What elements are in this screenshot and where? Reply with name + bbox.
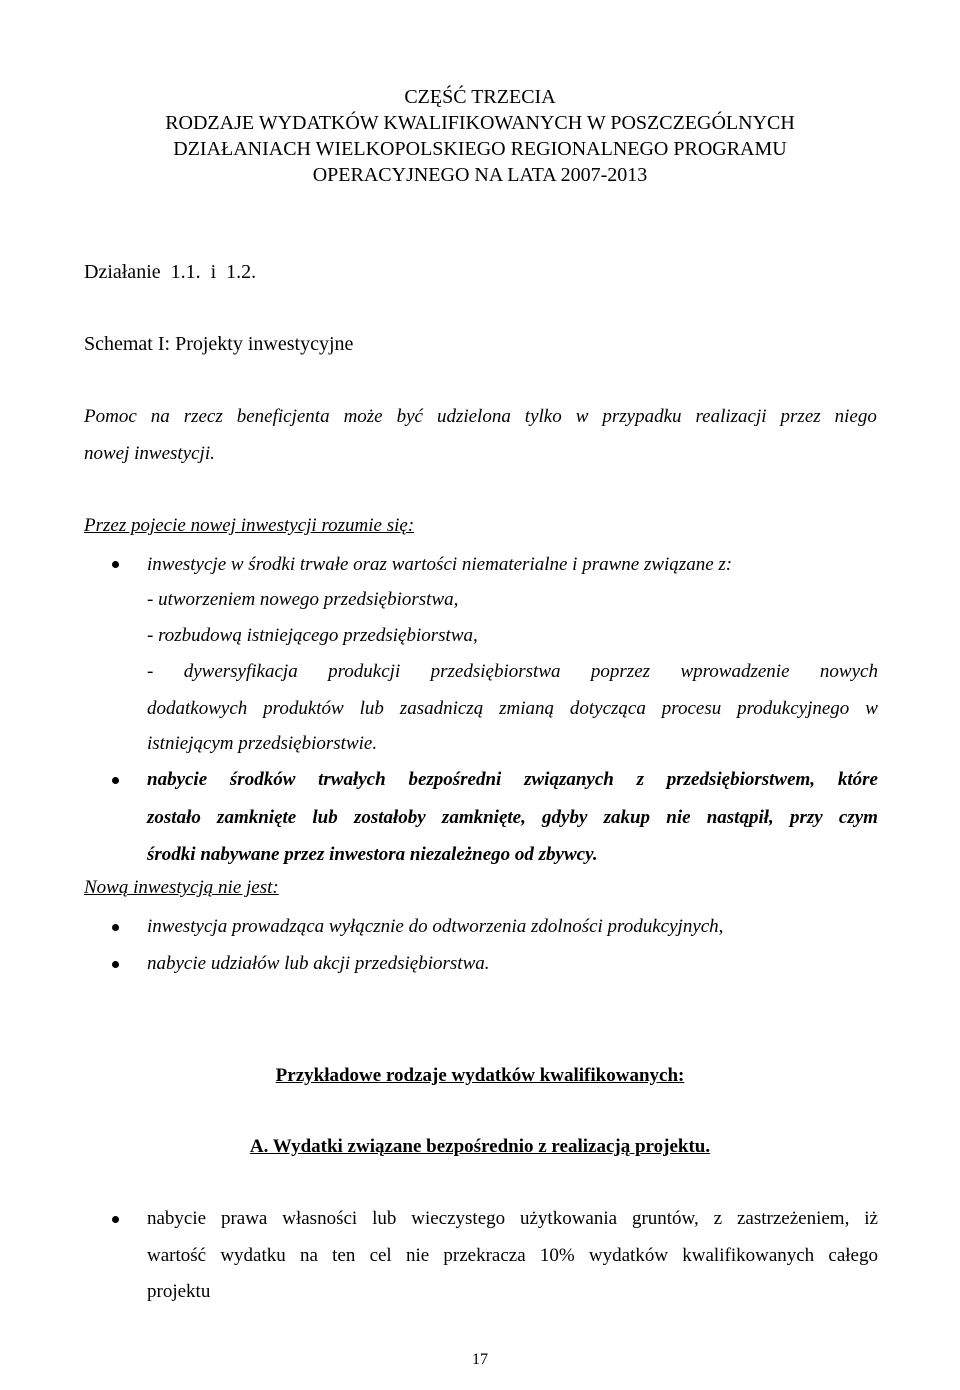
part-heading-line-2: RODZAJE WYDATKÓW KWALIFIKOWANYCH W POSZCZEGÓLNYCH: [165, 112, 795, 134]
word: być: [396, 406, 423, 427]
word: nabycie: [147, 1208, 207, 1229]
scheme-title: Schemat I: Projekty inwestycyjne: [84, 333, 354, 355]
word: beneficjenta: [236, 406, 330, 427]
word: ten: [332, 1245, 356, 1266]
word: dotycząca: [569, 698, 646, 719]
word: dodatkowych: [147, 698, 248, 719]
word: prawa: [220, 1208, 268, 1229]
word: niego: [834, 406, 877, 427]
word: nowych: [819, 661, 878, 682]
part-heading-line-3: DZIAŁANIACH WIELKOPOLSKIEGO REGIONALNEGO PROGRAMU: [173, 138, 787, 160]
bullet-icon: [112, 1216, 119, 1223]
part-heading: [0, 84, 960, 188]
word: Pomoc: [84, 406, 137, 427]
word: wieczystego: [411, 1208, 506, 1229]
word: które: [837, 769, 878, 790]
word: lub: [372, 1208, 397, 1229]
word: zasadniczą: [399, 698, 484, 719]
word: trwałych: [318, 769, 386, 790]
word: rzecz: [183, 406, 223, 427]
intro-line-2: nowej inwestycji.: [84, 443, 215, 464]
word: zostało: [147, 807, 201, 828]
word: zostałoby: [353, 807, 426, 828]
word: lub: [359, 698, 384, 719]
definition-sub-3-line-1: [147, 660, 878, 684]
word: zamknięte: [217, 807, 297, 828]
word: przedsiębiorstwem,: [666, 769, 816, 790]
bullet-icon: [112, 961, 119, 968]
word: przedsiębiorstwa: [430, 661, 561, 682]
word: przypadku: [602, 406, 682, 427]
word: zastrzeżeniem,: [736, 1208, 850, 1229]
word: w: [575, 406, 589, 427]
word: poprzez: [590, 661, 651, 682]
word: użytkowania: [520, 1208, 618, 1229]
part-heading-line-4: OPERACYJNEGO NA LATA 2007-2013: [312, 164, 648, 186]
word: w: [865, 698, 878, 719]
page-number: 17: [472, 1351, 488, 1368]
word: środków: [229, 769, 296, 790]
part-heading-line-1: CZĘŚĆ TRZECIA: [404, 86, 556, 108]
word: tylko: [524, 406, 562, 427]
bullet-icon: [112, 777, 119, 784]
definition-title: Przez pojecie nowej inwestycji rozumie się:: [84, 515, 415, 536]
word: całego: [828, 1245, 878, 1266]
word: lub: [312, 807, 338, 828]
action-label: Działanie 1.1. i 1.2.: [84, 261, 257, 283]
not-new-title: Nową inwestycją nie jest:: [84, 877, 279, 898]
definition-sub-2: - rozbudową istniejącego przedsiębiorstwa,: [147, 625, 478, 646]
word: produkcji: [328, 661, 401, 682]
word: z: [636, 769, 644, 790]
word: nie: [405, 1245, 430, 1266]
definition-item-2-line-1: [147, 768, 878, 792]
word: procesu: [661, 698, 722, 719]
word: wartość: [147, 1245, 207, 1266]
word: cel: [369, 1245, 392, 1266]
word: produkcyjnego: [737, 698, 850, 719]
section-a-title: A. Wydatki związane bezpośrednio z realizacją projektu.: [249, 1136, 711, 1157]
word: 10%: [539, 1245, 575, 1266]
word: przy: [789, 807, 823, 828]
word: dywersyfikacja: [183, 661, 298, 682]
word: nabycie: [147, 769, 208, 790]
definition-sub-3-line-2: [147, 697, 878, 721]
section-a-item-line-1: [147, 1207, 878, 1231]
definition-item-2-line-3: środki nabywane przez inwestora niezależnego od zbywcy.: [147, 844, 598, 865]
definition-item-1: inwestycje w środki trwałe oraz wartości niematerialne i prawne związane z:: [147, 554, 733, 575]
word: kwalifikowanych: [682, 1245, 815, 1266]
word: wprowadzenie: [680, 661, 790, 682]
word: może: [343, 406, 383, 427]
word: produktów: [263, 698, 344, 719]
word: własności: [282, 1208, 358, 1229]
word: przekracza: [443, 1245, 526, 1266]
word: wydatków: [588, 1245, 669, 1266]
word: nastąpił,: [706, 807, 774, 828]
definition-sub-3-line-3: istniejącym przedsiębiorstwie.: [147, 733, 378, 754]
definition-item-2-line-2: [147, 806, 878, 830]
section-a-item-line-3: projektu: [147, 1281, 211, 1302]
word: gruntów,: [631, 1208, 699, 1229]
word: iż: [864, 1208, 878, 1229]
word: na: [299, 1245, 318, 1266]
not-new-item-1: inwestycja prowadząca wyłącznie do odtworzenia zdolności produkcyjnych,: [147, 916, 724, 937]
word: wydatku: [220, 1245, 286, 1266]
word: zakup: [603, 807, 651, 828]
word: przez: [780, 406, 821, 427]
word: -: [147, 661, 154, 682]
word: zmianą: [499, 698, 554, 719]
bullet-icon: [112, 561, 119, 568]
word: nie: [666, 807, 691, 828]
bullet-icon: [112, 924, 119, 931]
word: związanych: [524, 769, 614, 790]
word: realizacji: [695, 406, 767, 427]
word: bezpośredni: [408, 769, 502, 790]
word: zamknięte,: [441, 807, 526, 828]
not-new-item-2: nabycie udziałów lub akcji przedsiębiorstwa.: [147, 953, 490, 974]
word: czym: [838, 807, 878, 828]
word: na: [150, 406, 170, 427]
word: z: [713, 1208, 723, 1229]
section-a-item-line-2: [147, 1244, 878, 1268]
intro-line-1: [84, 405, 877, 429]
examples-title: Przykładowe rodzaje wydatków kwalifikowanych:: [275, 1065, 685, 1086]
definition-sub-1: - utworzeniem nowego przedsiębiorstwa,: [147, 589, 459, 610]
word: udzielona: [436, 406, 511, 427]
word: gdyby: [542, 807, 588, 828]
